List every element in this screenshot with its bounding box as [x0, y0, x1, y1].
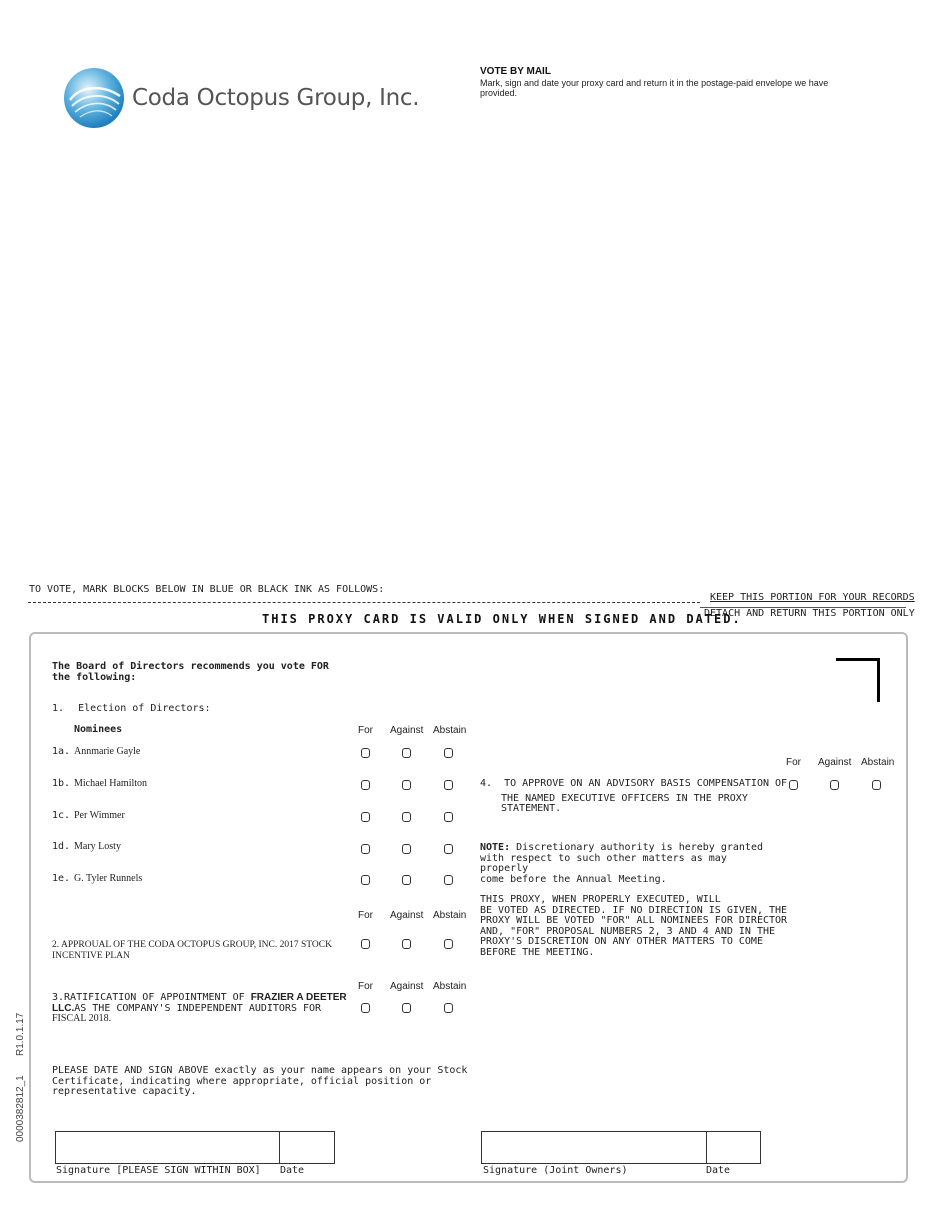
vote-for-checkbox[interactable]: [361, 875, 370, 885]
proposal-2: [52, 940, 332, 962]
vote-for-checkbox[interactable]: [361, 812, 370, 822]
col-for: For: [358, 910, 373, 921]
board-recommendation: [52, 662, 329, 683]
election-heading: [52, 704, 211, 715]
col-abstain: Abstain: [433, 725, 467, 736]
col-against: Against: [390, 725, 424, 736]
vote-abstain-checkbox[interactable]: [444, 780, 453, 790]
col-abstain: Abstain: [433, 981, 467, 992]
date-divider: [279, 1131, 280, 1164]
col-for: For: [358, 981, 373, 992]
nominee-name: G. Tyler Runnels: [74, 873, 143, 884]
election-label: Election of Directors:: [78, 703, 211, 714]
vote-abstain-checkbox[interactable]: [444, 844, 453, 854]
registration-mark: [836, 658, 880, 702]
nominee-num: 1d.: [52, 841, 71, 852]
detach-dashed-line: [28, 602, 700, 603]
proposal-2-line-2: INCENTIVE PLAN: [52, 951, 130, 961]
proposal-4-line-2: THE NAMED EXECUTIVE OFFICERS IN THE PROXY: [501, 792, 748, 804]
vote-against-checkbox[interactable]: [402, 939, 411, 949]
col-for: For: [358, 725, 373, 736]
nominee-num: 1c.: [52, 810, 71, 821]
col-against: Against: [818, 757, 852, 768]
proposal-4-line-1: TO APPROVE ON AN ADVISORY BASIS COMPENSATION OF: [504, 778, 788, 789]
proposal-4: [480, 778, 788, 815]
vote-abstain-checkbox[interactable]: [444, 748, 453, 758]
joint-signature-label: Signature (Joint Owners): [483, 1165, 628, 1176]
sign-line-2: Certificate, indicating where appropriate, official position or: [52, 1075, 432, 1087]
vote-against-checkbox[interactable]: [402, 748, 411, 758]
proxy-line: BEFORE THE MEETING.: [480, 946, 595, 958]
vote-for-checkbox[interactable]: [361, 939, 370, 949]
proxy-line: PROXY WILL BE VOTED "FOR" ALL NOMINEES FOR DIRECTOR: [480, 915, 788, 926]
vote-against-checkbox[interactable]: [402, 844, 411, 854]
proposal-3-firm-suffix: LLC.: [52, 1002, 75, 1014]
note-line-1: Discretionary authority is hereby granted: [516, 842, 763, 853]
board-line-1: The Board of Directors recommends you vote FOR: [52, 661, 329, 672]
col-abstain: Abstain: [433, 910, 467, 921]
proposal-3-line-3: FISCAL 2018.: [52, 1013, 112, 1024]
proposal-3-rest: AS THE COMPANY'S INDEPENDENT AUDITORS FOR: [74, 1002, 322, 1014]
proposal-2-line-1: 2. APPROUAL OF THE CODA OCTOPUS GROUP, INC. 2017 STOCK: [52, 940, 332, 950]
vote-by-mail-title: VOTE BY MAIL: [480, 66, 551, 77]
vote-against-checkbox[interactable]: [402, 1003, 411, 1013]
nominee-num: 1a.: [52, 746, 71, 757]
vote-abstain-checkbox[interactable]: [872, 780, 881, 790]
vote-for-checkbox[interactable]: [361, 1003, 370, 1013]
vote-against-checkbox[interactable]: [402, 812, 411, 822]
nominee-num: 1e.: [52, 873, 71, 884]
nominee-name: Mary Losty: [74, 841, 121, 852]
discretion-note: [480, 843, 770, 885]
proposal-4-line-3: STATEMENT.: [501, 803, 562, 814]
note-line-3: come before the Annual Meeting.: [480, 873, 667, 885]
joint-date-label: Date: [706, 1165, 731, 1176]
vote-abstain-checkbox[interactable]: [444, 1003, 453, 1013]
vote-against-checkbox[interactable]: [402, 780, 411, 790]
to-vote-instructions: TO VOTE, MARK BLOCKS BELOW IN BLUE OR BLACK INK AS FOLLOWS:: [29, 584, 385, 595]
vote-abstain-checkbox[interactable]: [444, 812, 453, 822]
keep-portion-label: KEEP THIS PORTION FOR YOUR RECORDS: [710, 592, 915, 603]
side-code-id: 0000382812_1: [15, 1075, 26, 1142]
vote-for-checkbox[interactable]: [361, 844, 370, 854]
proxy-statement: [480, 894, 788, 958]
coda-octopus-logo-icon: [62, 66, 126, 130]
election-num: 1.: [52, 703, 65, 714]
valid-only-notice: THIS PROXY CARD IS VALID ONLY WHEN SIGNED AND DATED.: [262, 612, 742, 626]
proposal-3-firm: FRAZIER A DEETER: [250, 992, 347, 1003]
company-logo: [62, 66, 419, 130]
signature-label: Signature [PLEASE SIGN WITHIN BOX]: [56, 1165, 261, 1176]
nominee-num: 1b.: [52, 778, 71, 789]
side-code-version: R1.0.1.17: [15, 1012, 26, 1056]
board-line-2: the following:: [52, 671, 137, 683]
detach-portion-label: DETACH AND RETURN THIS PORTION ONLY: [704, 608, 915, 619]
vote-against-checkbox[interactable]: [402, 875, 411, 885]
nominee-name: Per Wimmer: [74, 810, 125, 821]
proposal-3-prefix: 3.RATIFICATION OF APPOINTMENT OF: [52, 992, 245, 1003]
sign-line-1: PLEASE DATE AND SIGN ABOVE exactly as your name appears on your Stock: [52, 1065, 468, 1076]
proxy-line: AND, "FOR" PROPOSAL NUMBERS 2, 3 AND 4 AND IN THE: [480, 925, 776, 937]
proposal-4-num: 4.: [480, 778, 493, 789]
nominee-name: Annmarie Gayle: [74, 746, 141, 757]
col-abstain: Abstain: [861, 757, 895, 768]
proxy-line: PROXY'S DISCRETION ON ANY OTHER MATTERS TO COME: [480, 936, 763, 947]
vote-for-checkbox[interactable]: [361, 748, 370, 758]
proposal-3: [52, 992, 347, 1025]
vote-for-checkbox[interactable]: [361, 780, 370, 790]
col-against: Against: [390, 981, 424, 992]
vote-for-checkbox[interactable]: [789, 780, 798, 790]
note-label: NOTE:: [480, 842, 511, 853]
joint-signature-box[interactable]: [481, 1131, 761, 1164]
vote-against-checkbox[interactable]: [830, 780, 839, 790]
signing-instructions: [52, 1066, 467, 1098]
nominees-header: Nominees: [74, 724, 123, 735]
date-label: Date: [280, 1165, 305, 1176]
vote-abstain-checkbox[interactable]: [444, 939, 453, 949]
col-for: For: [786, 757, 801, 768]
signature-box[interactable]: [55, 1131, 335, 1164]
proxy-line: THIS PROXY, WHEN PROPERLY EXECUTED, WILL: [480, 894, 721, 905]
company-name: Coda Octopus Group, Inc.: [132, 85, 420, 111]
vote-abstain-checkbox[interactable]: [444, 875, 453, 885]
note-line-2: with respect to such other matters as may properly: [480, 852, 727, 874]
nominee-name: Michael Hamilton: [74, 778, 148, 789]
sign-line-3: representative capacity.: [52, 1086, 197, 1097]
col-against: Against: [390, 910, 424, 921]
joint-date-divider: [706, 1131, 707, 1164]
vote-by-mail-text: Mark, sign and date your proxy card and return it in the postage-paid envelope we have provided.: [480, 78, 829, 98]
proxy-line: BE VOTED AS DIRECTED. IF NO DIRECTION IS GIVEN, THE: [480, 904, 788, 916]
